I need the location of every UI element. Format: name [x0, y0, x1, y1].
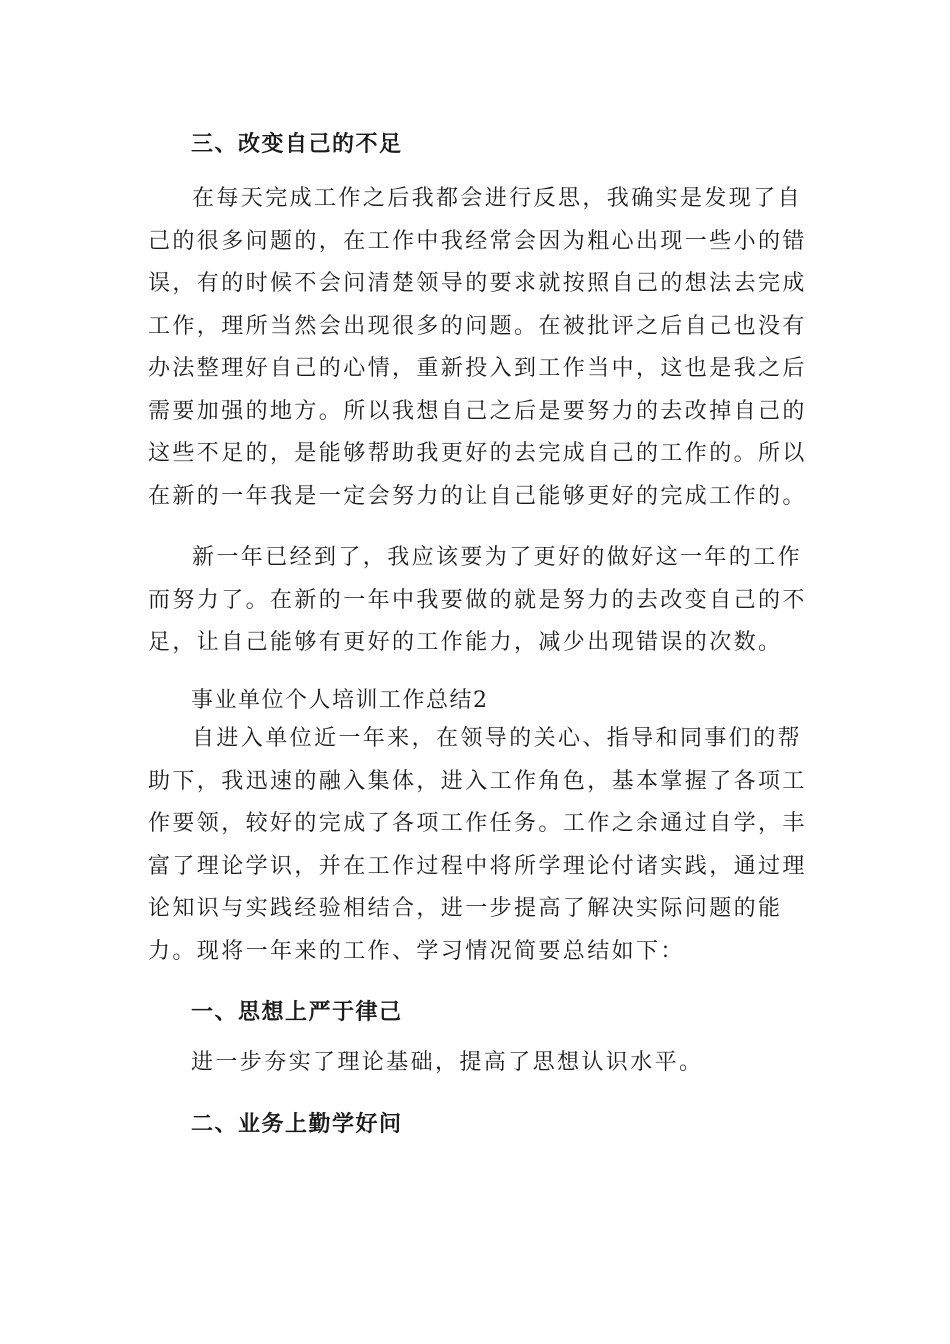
summary-title: 事业单位个人培训工作总结2	[191, 688, 489, 713]
section-heading-ideology: 一、思想上严于律己	[191, 999, 403, 1025]
paragraph-text: 自进入单位近一年来，在领导的关心、指导和同事们的帮助下，我迅速的融入集体，进入工作角色，基本掌握了各项工作要领，较好的完成了各项工作任务。工作之余通过自学，丰富了理论学识，并在工作过程中将所学理论付诸实践，通过理论知识与实践经验相结合，进一步提高了解决实际问题的能力。现将一年来的工作、学习情况简要总结如下：	[148, 726, 807, 964]
section-heading-change-shortcomings: 三、改变自己的不足	[191, 131, 403, 157]
section-heading-business: 二、业务上勤学好问	[191, 1111, 403, 1137]
paragraph-reflection	[148, 178, 808, 518]
paragraph-new-year	[148, 537, 808, 665]
paragraph-ideology: 进一步夯实了理论基础，提高了思想认识水平。	[191, 1050, 704, 1075]
paragraph-intro	[148, 718, 808, 973]
paragraph-text: 新一年已经到了，我应该要为了更好的做好这一年的工作而努力了。在新的一年中我要做的就是努力的去改变自己的不足，让自己能够有更好的工作能力，减少出现错误的次数。	[148, 545, 807, 655]
paragraph-text: 在每天完成工作之后我都会进行反思，我确实是发现了自己的很多问题的，在工作中我经常会因为粗心出现一些小的错误，有的时候不会问清楚领导的要求就按照自己的想法去完成工作，理所当然会出现很多的问题。在被批评之后自己也没有办法整理好自己的心情，重新投入到工作当中，这也是我之后需要加强的地方。所以我想自己之后是要努力的去改掉自己的这些不足的，是能够帮助我更好的去完成自己的工作的。所以在新的一年我是一定会努力的让自己能够更好的完成工作的。	[148, 186, 807, 509]
